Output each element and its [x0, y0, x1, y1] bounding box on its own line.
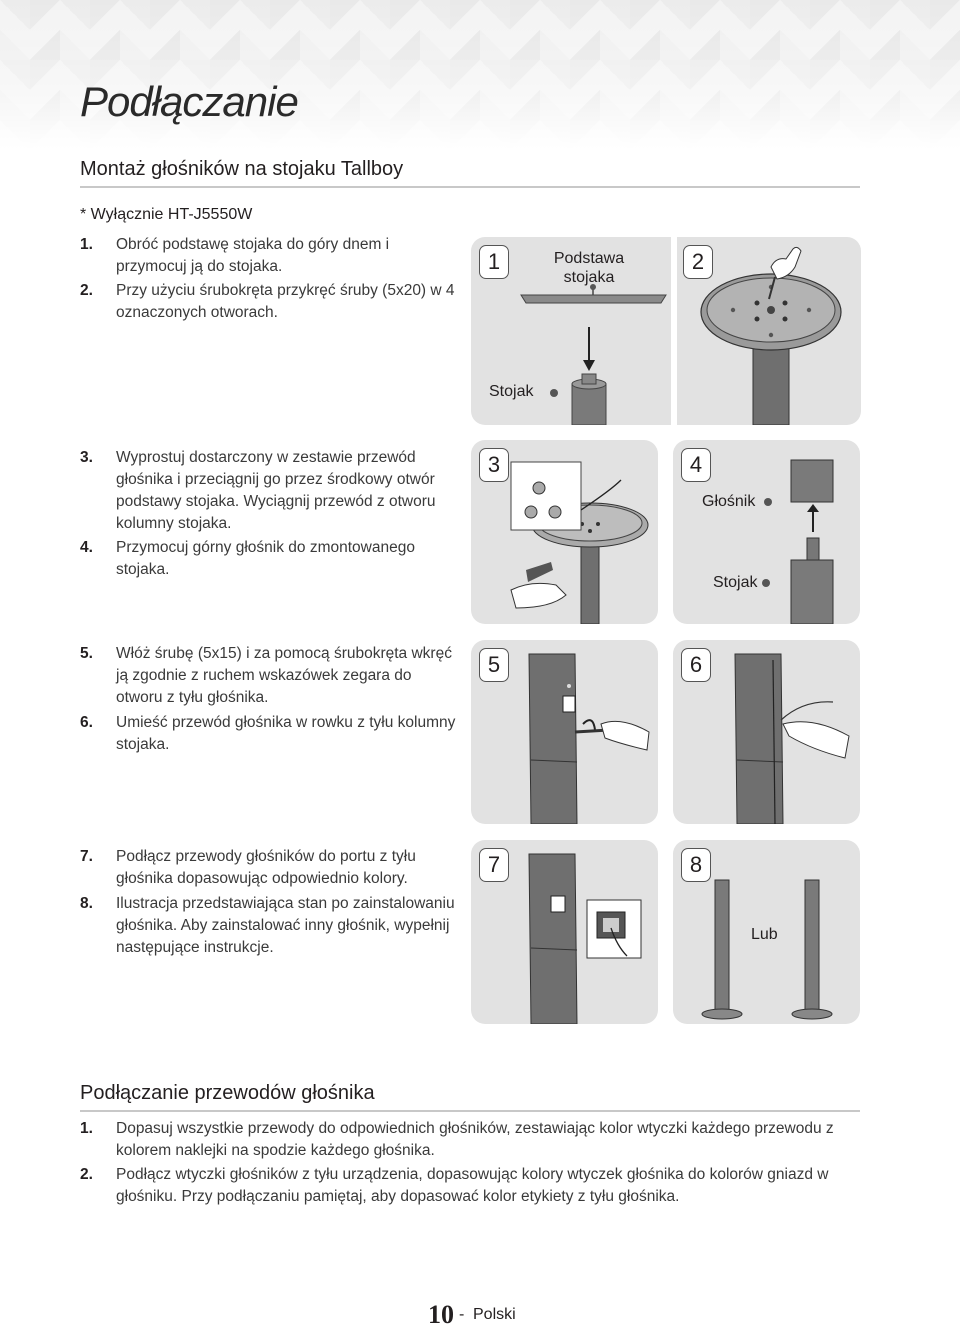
footer-separator: -: [459, 1306, 465, 1323]
section-divider: [80, 186, 860, 188]
step-text: Przymocuj górny głośnik do zmontowanego stojaka.: [116, 539, 415, 578]
wiring-step-1: [80, 1118, 880, 1162]
page-title: Podłączanie: [80, 78, 298, 125]
label-speaker: Głośnik: [702, 493, 756, 510]
step-3: [80, 447, 460, 535]
section-title-wiring: Podłączanie przewodów głośnika: [80, 1082, 375, 1104]
step-2: [80, 280, 460, 324]
step-text: Przy użyciu śrubokręta przykręć śruby (5x20) w 4 oznaczonych otworach.: [116, 282, 455, 321]
step-number: 6.: [80, 714, 93, 731]
step-number: 3.: [80, 449, 93, 466]
step-number: 4.: [80, 539, 93, 556]
figure-step-6: [673, 640, 860, 824]
figure-steps-1-2: [471, 237, 861, 425]
section-divider: [80, 1110, 860, 1112]
label-stand: Stojak: [713, 574, 758, 591]
section-title-tallboy: Montaż głośników na stojaku Tallboy: [80, 158, 404, 180]
step-1: [80, 234, 460, 278]
step-badge: 2: [683, 245, 713, 279]
figure-step-3: [471, 440, 658, 624]
step-7: [80, 846, 460, 890]
step-5: [80, 643, 460, 709]
step-badge: 4: [681, 448, 711, 482]
step-number: 2.: [80, 282, 93, 299]
step-badge: 7: [479, 848, 509, 882]
step-number: 2.: [80, 1166, 93, 1183]
step-number: 8.: [80, 895, 93, 912]
label-or: Lub: [751, 926, 778, 943]
step-text: Podłącz przewody głośników do portu z tyłu głośnika dopasowując odpowiednio kolory.: [116, 848, 416, 887]
step-badge: 1: [479, 245, 509, 279]
step-6: [80, 712, 460, 756]
step-badge: 5: [479, 648, 509, 682]
step-number: 5.: [80, 645, 93, 662]
step-number: 7.: [80, 848, 93, 865]
page-number: 10: [428, 1300, 454, 1329]
callout-dot: [550, 389, 558, 397]
header-banner: [0, 0, 960, 150]
step-text: Włóż śrubę (5x15) i za pomocą śrubokręta wkręć ją zgodnie z ruchem wskazówek zegara do otworu z tyłu głośnika.: [116, 645, 452, 706]
step-text: Dopasuj wszystkie przewody do odpowiednich głośników, zestawiając kolor wtyczki każdego przewodu z kolorem naklejki na spodzie każdego głośnika.: [116, 1120, 834, 1159]
step-text: Ilustracja przedstawiająca stan po zainstalowaniu głośnika. Aby zainstalować inny głośnik, wypełnij następujące instrukcje.: [116, 895, 455, 956]
step-number: 1.: [80, 1120, 93, 1137]
step-text: Wyprostuj dostarczony w zestawie przewód głośnika i przeciągnij go przez środkowy otwór podstawy stojaka. Wyciągnij przewód z otworu kolumny stojaka.: [116, 449, 436, 532]
footer-language: Polski: [473, 1306, 516, 1323]
step-text: Umieść przewód głośnika w rowku z tyłu kolumny stojaka.: [116, 714, 456, 753]
step-text: Podłącz wtyczki głośników z tyłu urządzenia, dopasowując kolory wtyczek głośnika do kolorów gniazd w głośniku. Przy podłączaniu pamiętaj, aby dopasować kolor etykiety z tyłu głośnika.: [116, 1166, 829, 1205]
label-stand-base: Podstawa stojaka: [553, 250, 625, 286]
callout-dot: [764, 498, 772, 506]
step-8: [80, 893, 460, 959]
figure-step-7: [471, 840, 658, 1024]
step-4: [80, 537, 460, 581]
step-badge: 6: [681, 648, 711, 682]
figure-step-8: [673, 840, 860, 1024]
wiring-step-2: [80, 1164, 880, 1208]
step-number: 1.: [80, 236, 93, 253]
figure-step-5: [471, 640, 658, 824]
step-badge: 8: [681, 848, 711, 882]
model-note: * Wyłącznie HT-J5550W: [80, 206, 253, 223]
label-stand: Stojak: [489, 383, 534, 400]
step-badge: 3: [479, 448, 509, 482]
callout-dot: [762, 579, 770, 587]
figure-step-4: [673, 440, 860, 624]
step-text: Obróć podstawę stojaka do góry dnem i przymocuj ją do stojaka.: [116, 236, 390, 275]
